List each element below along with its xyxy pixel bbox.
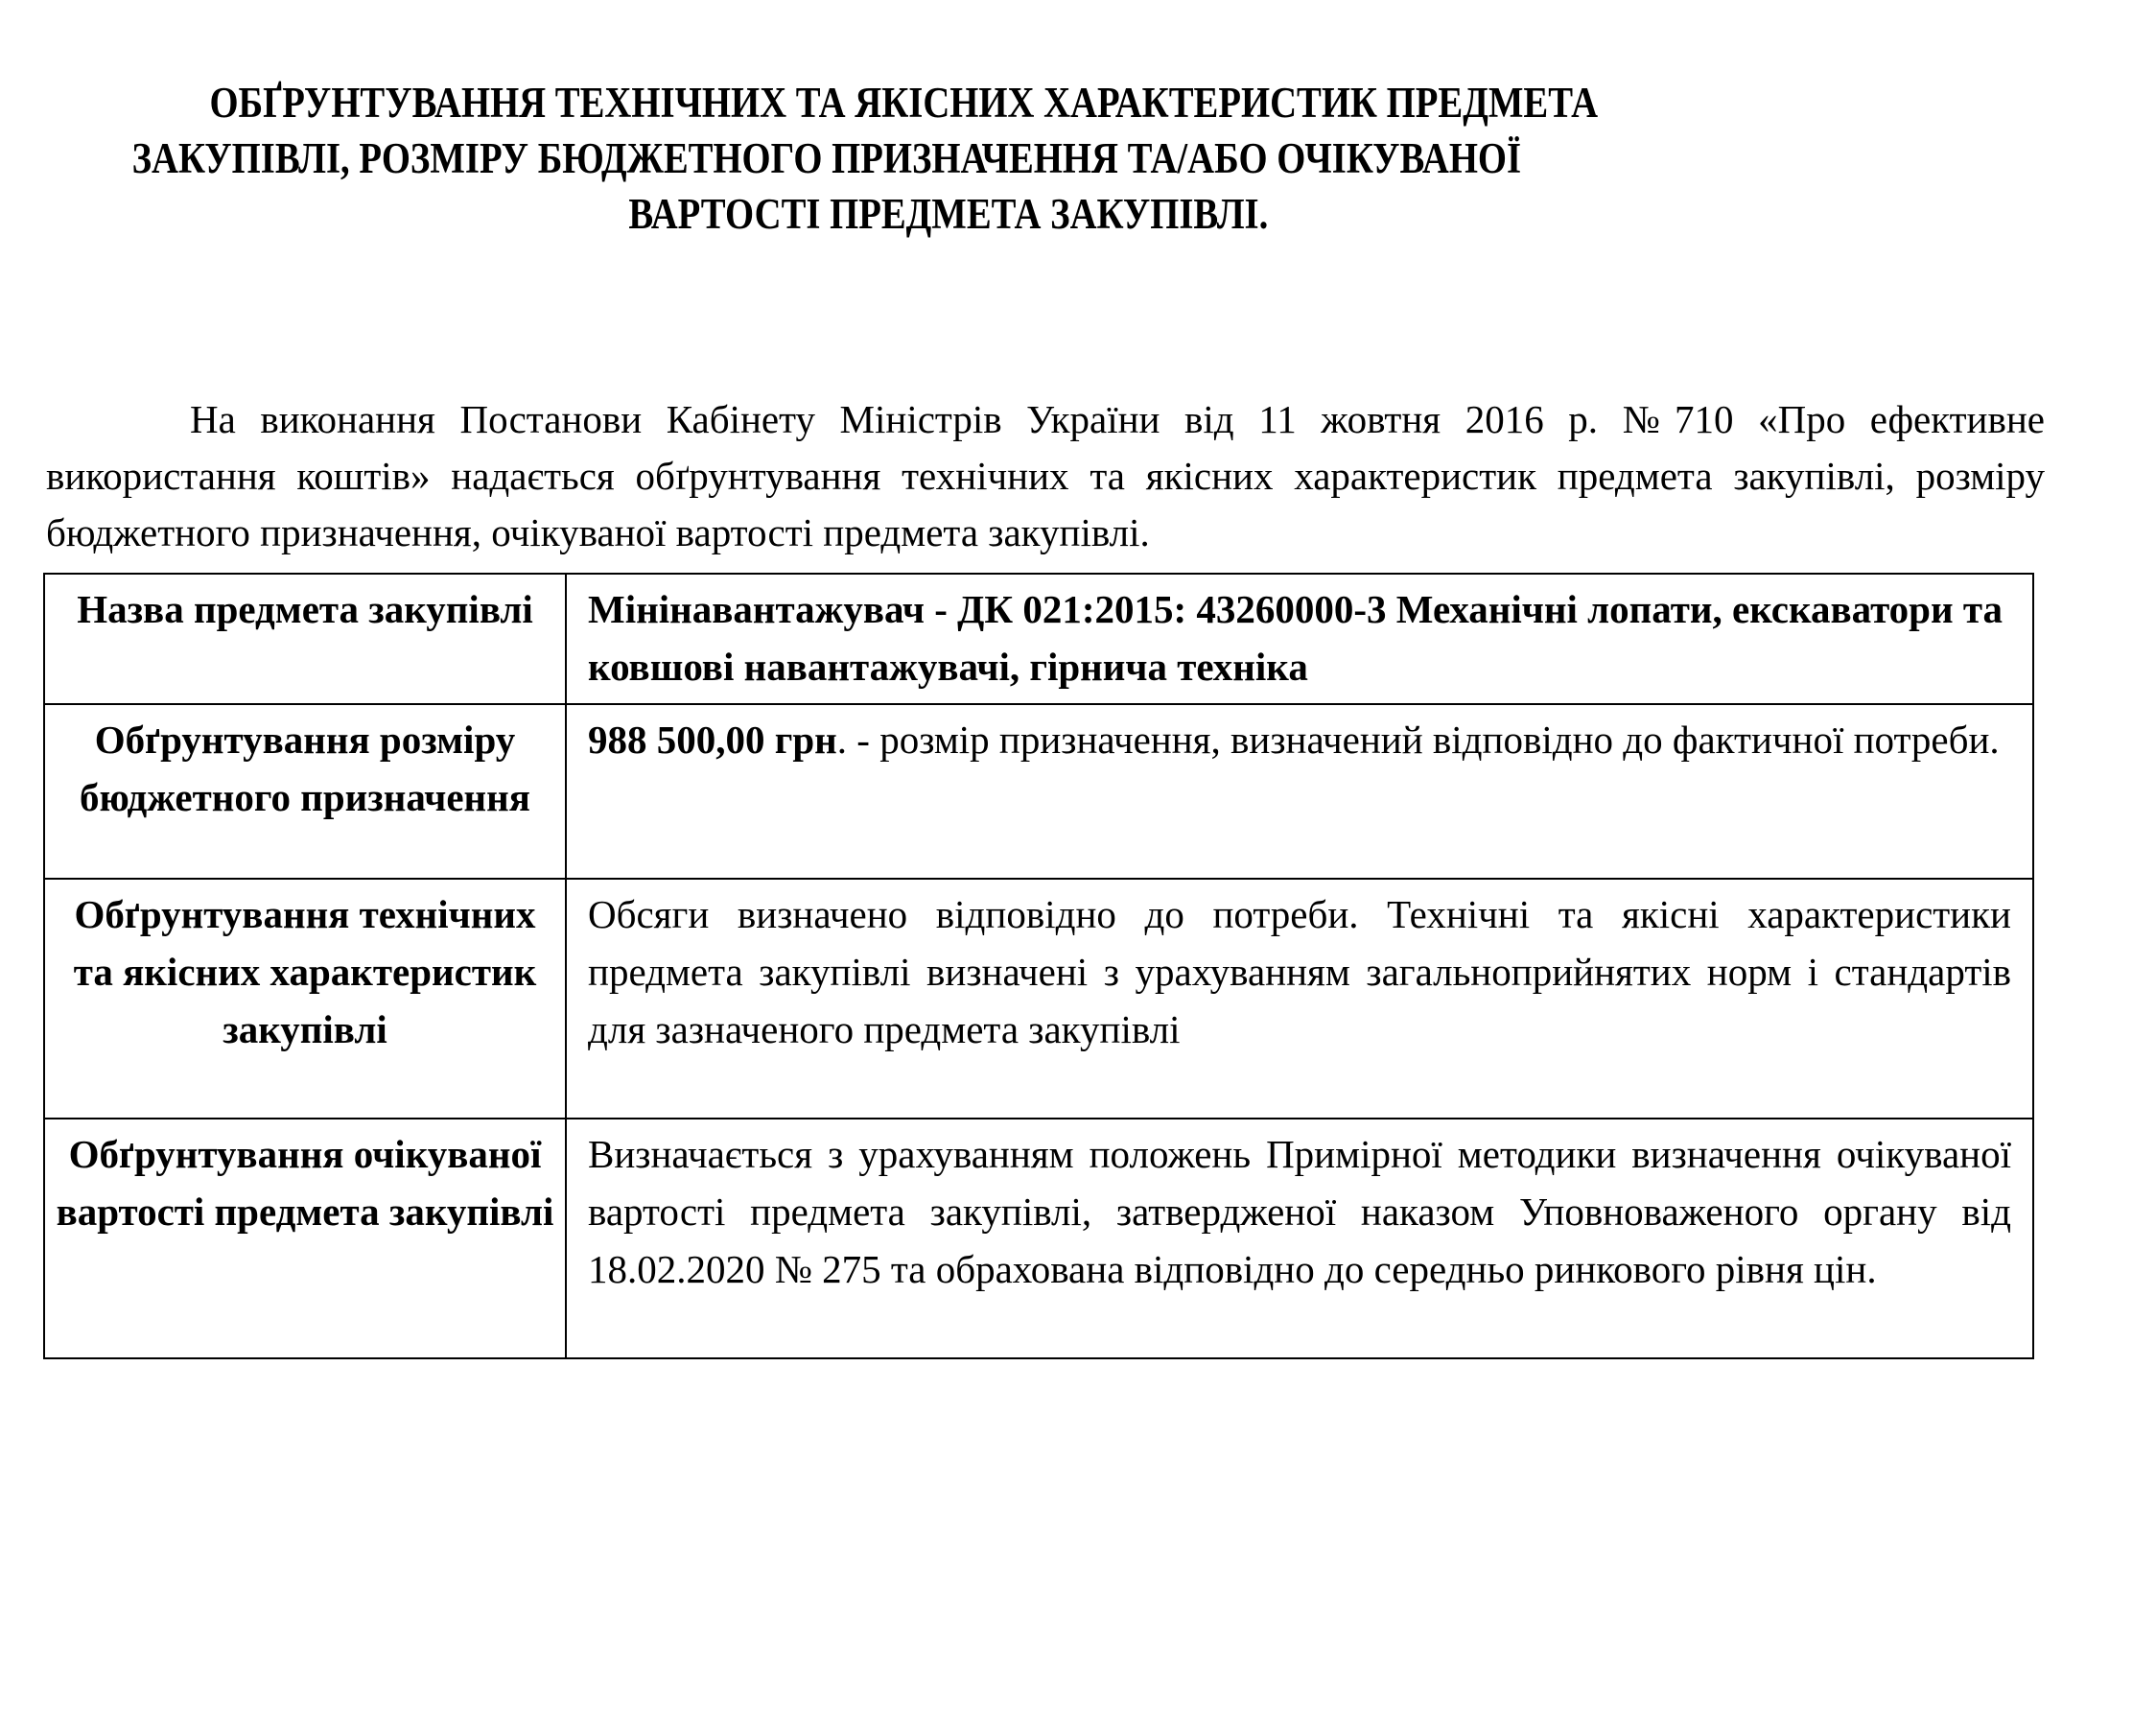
row-value: Обсяги визначено відповідно до потреби. Технічні та якісні характеристики предмета закупівлі визначені з урахуванням загальноприйнятих норм і стандартів для зазначеного предмета закупівлі [566,879,2033,1119]
title-line-3: ВАРТОСТІ ПРЕДМЕТА ЗАКУПІВЛІ. [628,190,1269,238]
row-label: Обґрунтування технічних та якісних характеристик закупівлі [44,879,566,1119]
row-label: Обґрунтування очікуваної вартості предмета закупівлі [44,1119,566,1358]
title-line-1: ОБҐРУНТУВАННЯ ТЕХНІЧНИХ ТА ЯКІСНИХ ХАРАКТЕРИСТИК ПРЕДМЕТА [209,79,1599,127]
justification-table [43,573,2034,1359]
table-row [44,704,2033,879]
document-title [0,75,1854,242]
budget-amount-note: . - розмір призначення, визначений відповідно до фактичної потреби. [836,718,2000,762]
row-value: Мінінавантажувач - ДК 021:2015: 43260000-3 Механічні лопати, екскаватори та ковшові навантажувачі, гірнича техніка [566,574,2033,704]
intro-paragraph: На виконання Постанови Кабінету Міністрів України від 11 жовтня 2016 р. №710 «Про ефективне використання коштів» надається обґрунтування технічних та якісних характеристик предмета закупівлі, розміру бюджетного призначення, очікуваної вартості предмета закупівлі. [46,397,2045,554]
row-label: Обґрунтування розміру бюджетного призначення [44,704,566,879]
table-row [44,1119,2033,1358]
budget-amount: 988 500,00 грн [588,718,837,762]
row-value [566,704,2033,879]
title-line-2: ЗАКУПІВЛІ, РОЗМІРУ БЮДЖЕТНОГО ПРИЗНАЧЕННЯ ТА/АБО ОЧІКУВАНОЇ [131,134,1522,182]
table-row [44,879,2033,1119]
table-row [44,574,2033,704]
row-value: Визначається з урахуванням положень Примірної методики визначення очікуваної вартості предмета закупівлі, затвердженої наказом Уповноваженого органу від 18.02.2020 № 275 та обрахована відповідно до середньо ринкового рівня цін. [566,1119,2033,1358]
row-label: Назва предмета закупівлі [44,574,566,704]
